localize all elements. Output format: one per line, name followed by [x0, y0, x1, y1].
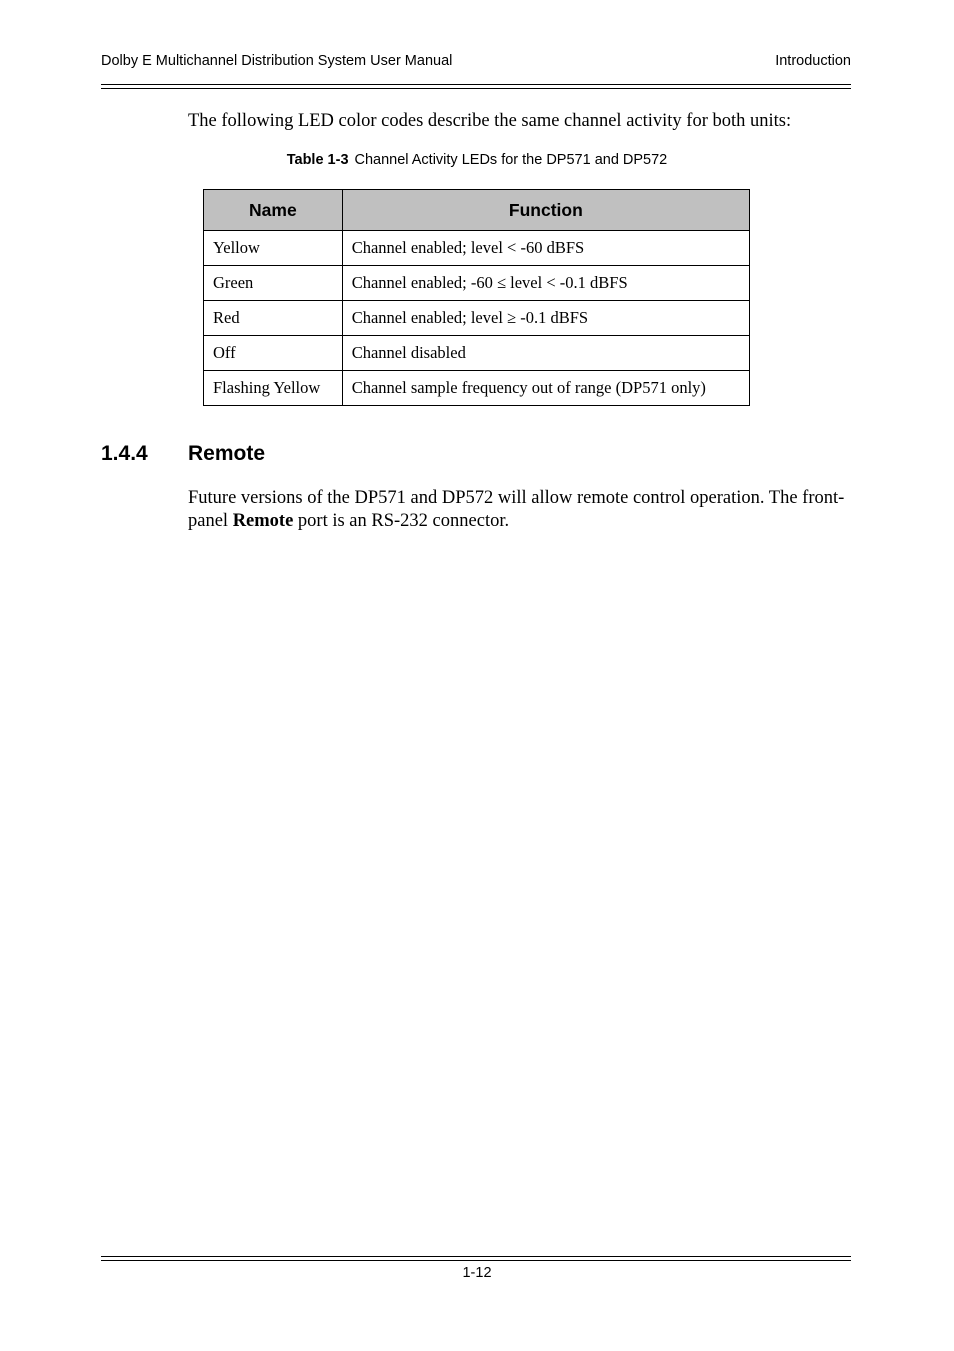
table-row: [204, 301, 750, 336]
remote-port-name: Remote: [232, 511, 294, 531]
table-caption-title: Channel Activity LEDs for the DP571 and DP572: [354, 152, 668, 168]
table-row: [204, 371, 750, 406]
manual-title: Dolby E Multichannel Distribution System User Manual: [101, 53, 453, 69]
table-caption-label: Table 1-3: [286, 152, 349, 168]
led-name: Flashing Yellow: [204, 371, 343, 406]
table-row: [204, 266, 750, 301]
header-rule: [101, 84, 851, 89]
chapter-title: Introduction: [775, 53, 851, 69]
table-row: [204, 336, 750, 371]
column-header-name: Name: [204, 190, 343, 231]
led-name: Yellow: [204, 231, 343, 266]
led-name: Red: [204, 301, 343, 336]
footer-rule: [101, 1256, 851, 1261]
section-number: 1.4.4: [101, 442, 148, 465]
led-table: [203, 189, 750, 406]
led-function: Channel sample frequency out of range (DP571 only): [342, 371, 749, 406]
table-caption: [0, 152, 954, 168]
page-number: 1-12: [462, 1265, 492, 1281]
remote-text-start: Future versions of the DP571 and DP572 will allow remote control operation. The front-panel: [188, 488, 845, 531]
led-function: Channel enabled; -60 ≤ level < -0.1 dBFS: [342, 266, 749, 301]
column-header-function: Function: [342, 190, 749, 231]
led-name: Off: [204, 336, 343, 371]
section-title: Remote: [188, 442, 266, 465]
led-name: Green: [204, 266, 343, 301]
led-function: Channel enabled; level ≥ -0.1 dBFS: [342, 301, 749, 336]
table-header-row: [204, 190, 750, 231]
section-heading: [101, 442, 265, 466]
remote-paragraph: [188, 487, 848, 533]
led-function: Channel enabled; level < -60 dBFS: [342, 231, 749, 266]
led-function: Channel disabled: [342, 336, 749, 371]
table-row: [204, 231, 750, 266]
remote-text-end: port is an RS-232 connector.: [293, 511, 510, 531]
intro-paragraph: The following LED color codes describe the same channel activity for both units:: [188, 111, 792, 131]
